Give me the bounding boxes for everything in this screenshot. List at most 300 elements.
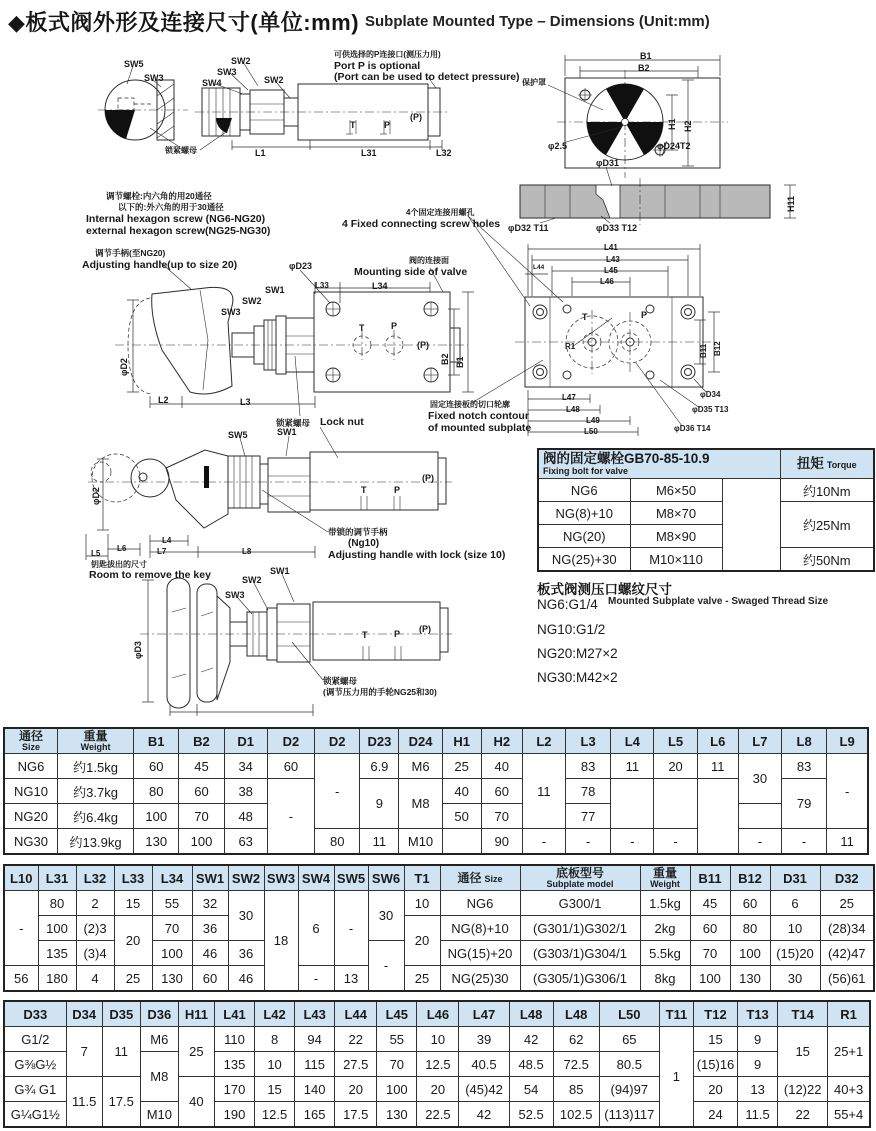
cell: (G305/1)G306/1 (520, 966, 640, 992)
dim-b2-c: B2 (638, 63, 650, 73)
dim-d2-f: φD2 (91, 487, 101, 505)
cell: 10 (255, 1052, 295, 1077)
port-t-e: T (582, 312, 588, 322)
col-header: 阀的固定螺栓GB70-85-10.9 Fixing bolt for valve (538, 449, 780, 479)
cell: - (654, 829, 697, 855)
dim-l31: L31 (361, 148, 377, 158)
cell: 30 (368, 891, 404, 941)
cell: 135 (38, 941, 76, 966)
col-header: L2 (522, 728, 565, 754)
cell: M10 (140, 1102, 178, 1128)
sw1-label-d: SW1 (265, 285, 285, 295)
col-header: L41 (214, 1001, 254, 1027)
port-p-b: P (384, 120, 391, 130)
cell: 130 (134, 829, 179, 855)
cell: 22.5 (417, 1102, 459, 1128)
cell: 9 (738, 1052, 778, 1077)
cell: 约10Nm (780, 479, 874, 502)
cell: 60 (267, 754, 314, 779)
cell: - (611, 829, 654, 855)
col-header: D33 (4, 1001, 66, 1027)
cell: 55 (377, 1027, 417, 1052)
dim-l47: L47 (562, 393, 576, 402)
cell: (G301/1)G302/1 (520, 916, 640, 941)
cell: 80 (730, 916, 770, 941)
col-header: L47 (459, 1001, 509, 1027)
dim-d36t14: φD36 T14 (674, 424, 711, 433)
col-header: L43 (295, 1001, 335, 1027)
port-p-cn: 可供选择的P连接口(测压力用) (334, 50, 441, 59)
dim-d34: φD34 (700, 390, 721, 399)
cell: 42 (509, 1027, 553, 1052)
cell: 180 (38, 966, 76, 992)
cell: 70 (690, 941, 730, 966)
col-header: 底板型号 Subplate model (520, 865, 640, 891)
cell: (94)97 (599, 1077, 659, 1102)
dim-h11: H11 (786, 195, 796, 212)
port-pp-g: (P) (419, 624, 431, 634)
cell: 45 (690, 891, 730, 916)
cell: 46 (228, 966, 264, 992)
cell: G1/2 (4, 1027, 66, 1052)
dim-r1: R1 (565, 342, 576, 351)
dim-l33: L33 (315, 281, 329, 290)
cell: (15)20 (770, 941, 820, 966)
cell: M6×50 (630, 479, 722, 502)
cell: 11 (827, 829, 868, 855)
cell: 165 (295, 1102, 335, 1128)
cell: M10 (399, 829, 442, 855)
cell: 15 (693, 1027, 737, 1052)
cell: 10 (417, 1027, 459, 1052)
col-header: D35 (102, 1001, 140, 1027)
cell: 11.5 (66, 1077, 102, 1128)
dim-b1-c: B1 (640, 51, 652, 61)
cell: - (315, 754, 360, 829)
cell: 54 (509, 1077, 553, 1102)
cell: 17.5 (335, 1102, 377, 1128)
cell: 18 (264, 891, 298, 992)
cell: 4 (76, 966, 114, 992)
cell: M6 (140, 1027, 178, 1052)
col-header: D2 (315, 728, 360, 754)
sw2-label-b2: SW2 (264, 75, 284, 85)
cell: 100 (179, 829, 224, 855)
hex-screw-en1: Internal hexagon screw (NG6-NG20) (86, 213, 266, 225)
lock-handle-ng: (Ng10) (348, 538, 380, 549)
notch-cn: 固定连接板的切口轮廓 (430, 400, 510, 409)
cell: 80 (38, 891, 76, 916)
cell: 20 (417, 1077, 459, 1102)
cell: 7 (66, 1027, 102, 1077)
drawing-lock-handle (86, 436, 452, 560)
col-header: T1 (404, 865, 440, 891)
port-t-f: T (361, 485, 367, 495)
dim-l50: L50 (584, 427, 598, 436)
adj-handle-en: Adjusting handle(up to size 20) (82, 259, 238, 271)
cell: 48 (224, 804, 267, 829)
cell: 100 (134, 804, 179, 829)
col-header: 重量 Weight (640, 865, 690, 891)
cell: 55+4 (828, 1102, 870, 1128)
cell: (42)47 (820, 941, 874, 966)
dim-l45: L45 (604, 266, 618, 275)
cell: 25 (442, 754, 481, 779)
cell: NG10 (4, 779, 57, 804)
col-header: L48 (553, 1001, 599, 1027)
cell: G⅜G½ (4, 1052, 66, 1077)
cell: 13 (738, 1077, 778, 1102)
col-header: L46 (417, 1001, 459, 1027)
col-header: D1 (224, 728, 267, 754)
cell: 8 (255, 1027, 295, 1052)
cell: 32 (192, 891, 228, 916)
sw2-label-b1: SW2 (231, 56, 251, 66)
cell: 83 (781, 754, 826, 779)
thread-size-ng20: NG20:M27×2 (537, 646, 618, 661)
cell: (3)4 (76, 941, 114, 966)
sw3-label-b: SW3 (217, 67, 237, 77)
cell: NG(15)+20 (440, 941, 520, 966)
cell: 100 (730, 941, 770, 966)
dim-l49: L49 (586, 416, 600, 425)
col-header: L32 (76, 865, 114, 891)
fixing-bolt-table (537, 448, 875, 572)
cell: 100 (38, 916, 76, 941)
cell: 55 (152, 891, 192, 916)
cell: 25 (178, 1027, 214, 1077)
fix-holes-en: 4 Fixed connecting screw holes (342, 218, 501, 230)
col-header: R1 (828, 1001, 870, 1027)
sw1-label-g: SW1 (270, 566, 290, 576)
cell: 25 (404, 966, 440, 992)
lock-nut-cn: 锁紧螺母 (276, 418, 311, 428)
dim-l48: L48 (566, 405, 580, 414)
cell: - (827, 754, 868, 829)
port-t-d: T (359, 323, 365, 333)
cell: G¼G1½ (4, 1102, 66, 1128)
cell: G300/1 (520, 891, 640, 916)
dim-b11: B11 (699, 343, 708, 358)
cell: M8 (140, 1052, 178, 1102)
dim-l41: L41 (604, 243, 618, 252)
cell: 11 (522, 754, 565, 829)
cell: 15 (778, 1027, 828, 1077)
cell: 130 (730, 966, 770, 992)
dim-b1-d: B1 (455, 356, 465, 368)
adj-handle-cn: 调节手柄(至NG20) (95, 248, 166, 258)
cell: 1.5kg (640, 891, 690, 916)
cell: 6 (298, 891, 334, 966)
cell: 15 (114, 891, 152, 916)
cell: 2 (76, 891, 114, 916)
col-header: SW1 (192, 865, 228, 891)
col-header: D34 (66, 1001, 102, 1027)
col-header: L10 (4, 865, 38, 891)
cell: NG6 (440, 891, 520, 916)
col-header: 通径 Size (440, 865, 520, 891)
col-header: H2 (481, 728, 522, 754)
cell: 39 (459, 1027, 509, 1052)
port-p-g: P (394, 629, 401, 639)
sw5-label-a: SW5 (124, 59, 144, 69)
cell: 25 (114, 966, 152, 992)
cell: NG6 (538, 479, 630, 502)
cell (611, 779, 654, 829)
cell: (45)42 (459, 1077, 509, 1102)
cell: 24 (693, 1102, 737, 1128)
cell: 140 (295, 1077, 335, 1102)
col-header: 扭矩 Torque (780, 449, 874, 479)
cell: 约13.9kg (57, 829, 133, 855)
cell: 1 (659, 1027, 693, 1128)
port-p-e: P (641, 310, 648, 320)
drawing-flange-top (548, 55, 728, 178)
shield-cn: 保护罩 (522, 78, 546, 87)
hex-screw-cn1: 调节螺栓:内六角的用20通径 (106, 191, 212, 201)
lock-handle-en: Adjusting handle with lock (size 10) (328, 549, 506, 561)
col-header: T11 (659, 1001, 693, 1027)
cell: 20 (335, 1077, 377, 1102)
fix-holes-cn: 4个固定连接用螺孔 (406, 208, 475, 217)
cell: NG30 (4, 829, 57, 855)
cell: 130 (377, 1102, 417, 1128)
thread-size-title: 板式阀测压口螺纹尺寸 (537, 582, 672, 597)
cell (697, 779, 738, 855)
cell: 60 (690, 916, 730, 941)
col-header: D31 (770, 865, 820, 891)
col-header: L34 (152, 865, 192, 891)
cell: (2)3 (76, 916, 114, 941)
sw3-label-a: SW3 (144, 73, 164, 83)
cell: 60 (481, 779, 522, 804)
dim-l2: L2 (158, 395, 169, 405)
cell: 10 (770, 916, 820, 941)
notch-en2: of mounted subplate (428, 422, 532, 434)
col-header: L5 (654, 728, 697, 754)
dim-h1-c: H1 (667, 118, 677, 130)
cell: M6 (399, 754, 442, 779)
cell: NG(25)30 (440, 966, 520, 992)
sw3-label-g: SW3 (225, 590, 245, 600)
cell: 20 (654, 754, 697, 779)
cell: 70 (377, 1052, 417, 1077)
cell: (113)117 (599, 1102, 659, 1128)
cell: 36 (192, 916, 228, 941)
cell: 27.5 (335, 1052, 377, 1077)
page-title: ◆板式阀外形及连接尺寸(单位:mm) (8, 10, 360, 35)
cell: - (522, 829, 565, 855)
cell: 100 (377, 1077, 417, 1102)
cell: 79 (781, 779, 826, 829)
notch-en1: Fixed notch contour (428, 410, 529, 422)
cell: 48.5 (509, 1052, 553, 1077)
cell: 110 (214, 1027, 254, 1052)
cell: 13 (334, 966, 368, 992)
cell: 78 (566, 779, 611, 804)
port-p-d: P (391, 321, 398, 331)
cell: 11 (360, 829, 399, 855)
lock-nut-g-note: (调节压力用的手轮NG25和30) (323, 687, 437, 697)
col-header: L50 (599, 1001, 659, 1027)
cell: 46 (192, 941, 228, 966)
dim-l43: L43 (606, 255, 620, 264)
cell: 22 (778, 1102, 828, 1128)
cell: NG20 (4, 804, 57, 829)
col-header: D2 (267, 728, 314, 754)
dim-d35t13: φD35 T13 (692, 405, 729, 414)
dimension-table-3 (3, 1000, 871, 1128)
cell: 60 (134, 754, 179, 779)
thread-size-subtitle: Mounted Subplate valve - Swaged Thread Size (608, 596, 829, 607)
sw2-label-g: SW2 (242, 575, 262, 585)
cell: 34 (224, 754, 267, 779)
col-header: L6 (697, 728, 738, 754)
cell: 20 (114, 916, 152, 966)
col-header: L44 (335, 1001, 377, 1027)
dim-l6: L6 (117, 544, 127, 553)
cell: 11 (697, 754, 738, 779)
cell: (56)61 (820, 966, 874, 992)
cell: 36 (228, 941, 264, 966)
page-subtitle: Subplate Mounted Type – Dimensions (Unit:mm) (365, 13, 710, 30)
dim-l8: L8 (242, 547, 252, 556)
col-header: L48 (509, 1001, 553, 1027)
col-header: H11 (178, 1001, 214, 1027)
cell: 9 (738, 1027, 778, 1052)
cell: 约1.5kg (57, 754, 133, 779)
cell: 72.5 (553, 1052, 599, 1077)
dim-d23: φD23 (289, 261, 312, 271)
col-header: T14 (778, 1001, 828, 1027)
dimension-table-2 (3, 864, 875, 992)
col-header: 重量 Weight (57, 728, 133, 754)
col-header: SW6 (368, 865, 404, 891)
cell: 70 (179, 804, 224, 829)
cell: 25 (820, 891, 874, 916)
cell: 2kg (640, 916, 690, 941)
cell: 90 (481, 829, 522, 855)
cell: 50 (442, 804, 481, 829)
cell: 94 (295, 1027, 335, 1052)
port-pp-d: (P) (417, 340, 429, 350)
col-header: T12 (693, 1001, 737, 1027)
cell: - (566, 829, 611, 855)
mount-side-cn: 阀的连接面 (409, 256, 449, 265)
cell: 52.5 (509, 1102, 553, 1128)
thread-size-ng30: NG30:M42×2 (537, 670, 618, 685)
dim-d2-d: φD2 (119, 358, 129, 376)
sw1-label-f: SW1 (277, 427, 297, 437)
dim-d33t12: φD33 T12 (596, 223, 637, 233)
col-header: L42 (255, 1001, 295, 1027)
dim-l4: L4 (162, 536, 172, 545)
cell: NG6 (4, 754, 57, 779)
col-header: L8 (781, 728, 826, 754)
cell: NG(25)+30 (538, 548, 630, 572)
port-t-g: T (362, 630, 368, 640)
dim-b2-d: B2 (440, 353, 450, 365)
cell: 约50Nm (780, 548, 874, 572)
dim-l5: L5 (91, 549, 101, 558)
cell: G¾ G1 (4, 1077, 66, 1102)
col-header: D24 (399, 728, 442, 754)
cell: (28)34 (820, 916, 874, 941)
thread-size-ng6: NG6:G1/4 (537, 597, 598, 612)
dim-h2-c: H2 (683, 120, 693, 132)
cell: 11 (611, 754, 654, 779)
dim-d32t11: φD32 T11 (508, 223, 549, 233)
hex-screw-cn2: 以下的:外六角的用于30通径 (118, 202, 224, 212)
col-header: B2 (179, 728, 224, 754)
cell: 40.5 (459, 1052, 509, 1077)
col-header: L45 (377, 1001, 417, 1027)
cell: 38 (224, 779, 267, 804)
dim-l46: L46 (600, 277, 614, 286)
col-header: SW3 (264, 865, 298, 891)
sw2-label-d: SW2 (242, 296, 262, 306)
port-pp-f: (P) (422, 473, 434, 483)
col-header: SW5 (334, 865, 368, 891)
dim-d3-g: φD3 (133, 641, 143, 659)
cell: 12.5 (417, 1052, 459, 1077)
cell: 80 (315, 829, 360, 855)
cell: - (368, 941, 404, 992)
lock-nut-g-cn: 锁紧螺母 (323, 676, 358, 686)
lock-nut-en: Lock nut (320, 416, 364, 428)
dimension-table-1 (3, 727, 869, 855)
cell: - (4, 891, 38, 966)
cell: 62 (553, 1027, 599, 1052)
cell: NG(20) (538, 525, 630, 548)
cell: 25+1 (828, 1027, 870, 1077)
port-pp-b: (P) (410, 112, 422, 122)
cell: 5.5kg (640, 941, 690, 966)
cell: 77 (566, 804, 611, 829)
col-header: T13 (738, 1001, 778, 1027)
cell: 80.5 (599, 1052, 659, 1077)
cell: 8kg (640, 966, 690, 992)
dim-phi25: φ2.5 (548, 141, 567, 151)
cell: 10 (404, 891, 440, 916)
cell: 45 (179, 754, 224, 779)
mount-side-en: Mounting side of valve (354, 266, 468, 278)
cell: 20 (404, 916, 440, 966)
cell: 40 (178, 1077, 214, 1128)
cell: 12.5 (255, 1102, 295, 1128)
cell: 约6.4kg (57, 804, 133, 829)
cell: 190 (214, 1102, 254, 1128)
cell: 约3.7kg (57, 779, 133, 804)
col-header: L9 (827, 728, 868, 754)
dim-d24t2: φD24T2 (657, 141, 691, 151)
cell (722, 479, 780, 572)
cell: 22 (335, 1027, 377, 1052)
cell: 40+3 (828, 1077, 870, 1102)
dim-l1: L1 (255, 148, 266, 158)
cell: - (334, 891, 368, 966)
port-t-b: T (350, 120, 356, 130)
cell: M8×70 (630, 502, 722, 525)
cell: 80 (134, 779, 179, 804)
cell: 63 (224, 829, 267, 855)
cell (738, 804, 781, 829)
port-p-en2: (Port can be used to detect pressure) (334, 71, 520, 83)
cell: 40 (442, 779, 481, 804)
cell: 65 (599, 1027, 659, 1052)
cell: 40 (481, 754, 522, 779)
dim-b12: B12 (713, 341, 722, 356)
